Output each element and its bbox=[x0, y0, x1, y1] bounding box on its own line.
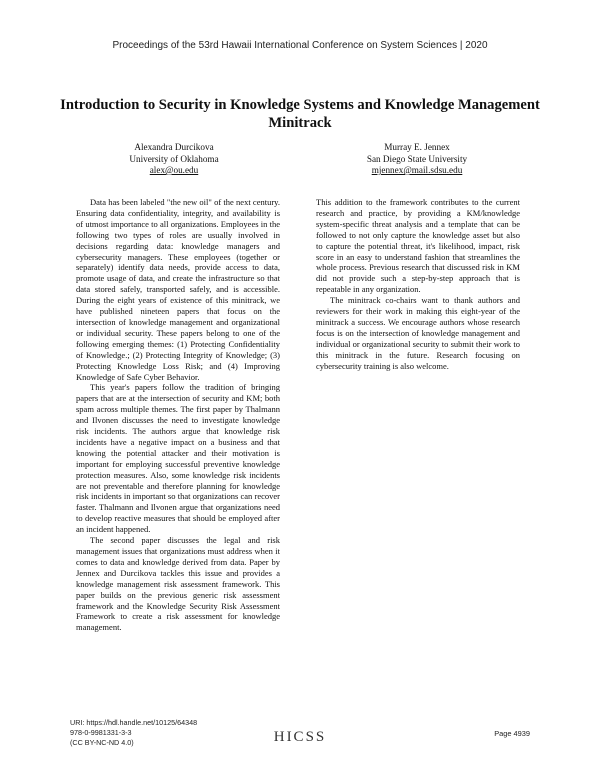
body-paragraph: The minitrack co-chairs want to thank authors and reviewers for their work in making this eight-year of the minitrack a success. We encourage authors whose research focus is on the intersection of knowledge management and individual or organizational security to submit their work to this minitrack in the future. Research focusing on cybersecurity training is also welcome. bbox=[316, 295, 520, 371]
footer-uri: URI: https://hdl.handle.net/10125/64348 bbox=[70, 718, 198, 727]
author-email-link[interactable]: alex@ou.edu bbox=[149, 165, 199, 175]
right-column bbox=[316, 197, 520, 372]
author-email-link[interactable]: mjennex@mail.sdsu.edu bbox=[371, 165, 463, 175]
author-name: Alexandra Durcikova bbox=[134, 142, 214, 152]
body-paragraph: Data has been labeled "the new oil" of the next century. Ensuring data confidentiality, integrity, and availability is of utmost importance to all organizations. Employees in the following two types of roles are usually involved in decisions regarding data: knowledge managers and cybersecurity managers. These employees (together or separately) identify data needs, provide access to data, promote usage of data, and create the infrastructure so that data stored safely, transported safely, and is accessible. During the eight years of existence of this minitrack, we have published nineteen papers that focus on the intersection of knowledge management and organizational or individual security. These papers belong to one of the following emerging themes: (1) Protecting Confidentiality of Knowledge.; (2) Protecting Integrity of Knowledge; (3) Protecting Knowledge Loss Risk; and (4) Improving Knowledge of Safe Cyber Behavior. bbox=[76, 197, 280, 382]
footer-isbn: 978-0-9981331-3-3 bbox=[70, 728, 132, 737]
left-column bbox=[76, 197, 280, 633]
author-affiliation: University of Oklahoma bbox=[129, 153, 219, 164]
author-block-2 bbox=[317, 142, 517, 177]
hicss-logo: HICSS bbox=[273, 729, 327, 745]
title-line-2: Minitrack bbox=[268, 115, 332, 131]
footer-license: (CC BY-NC-ND 4.0) bbox=[70, 738, 134, 747]
author-name: Murray E. Jennex bbox=[384, 142, 450, 152]
author-block-1 bbox=[74, 142, 274, 177]
body-paragraph: The second paper discusses the legal and risk management issues that organizations must address when it comes to data and knowledge derived from data. Paper by Jennex and Durcikova tackles this issue and provides a knowledge management risk assessment framework. This paper builds on the previous generic risk assessment framework and the Knowledge Security Risk Assessment Framework to create a risk assessment for knowledge management. bbox=[76, 535, 280, 633]
paper-title bbox=[60, 96, 540, 132]
conference-header: Proceedings of the 53rd Hawaii International Conference on System Sciences | 2020 bbox=[112, 40, 488, 51]
body-paragraph: This addition to the framework contributes to the current research and practice, by providing a KM/knowledge system-specific threat analysis and a template that can be followed to not only capture the knowledge asset but also to capture the potential threat, it's likelihood, impact, risk score in an easy to understand fashion that streamlines the whole process. Previous research that discussed risk in KM did not provide such a step-by-step approach that is repeatable in any organization. bbox=[316, 197, 520, 295]
title-line-1: Introduction to Security in Knowledge Systems and Knowledge Management bbox=[60, 97, 540, 113]
author-affiliation: San Diego State University bbox=[366, 153, 468, 164]
footer-info bbox=[70, 718, 197, 748]
page-number: Page 4939 bbox=[494, 729, 530, 738]
body-paragraph: This year's papers follow the tradition of bringing papers that are at the intersection of security and KM; both spam across multiple themes. The first paper by Thalmann and Ilvonen discusses the need to investigate knowledge risk incidents. The authors argue that knowledge risk incidents have a negative impact on a business and that knowing the potential attacker and their motivation is important for employing successful preventive knowledge protection measures. Also, some knowledge risk incidents are not preventable and therefore planning for knowledge risk incidents in important so that organizations can recover faster. Thalmann and Ilvonen argue that organizations need to develop reactive measures that should be employed after an incident happened. bbox=[76, 382, 280, 535]
